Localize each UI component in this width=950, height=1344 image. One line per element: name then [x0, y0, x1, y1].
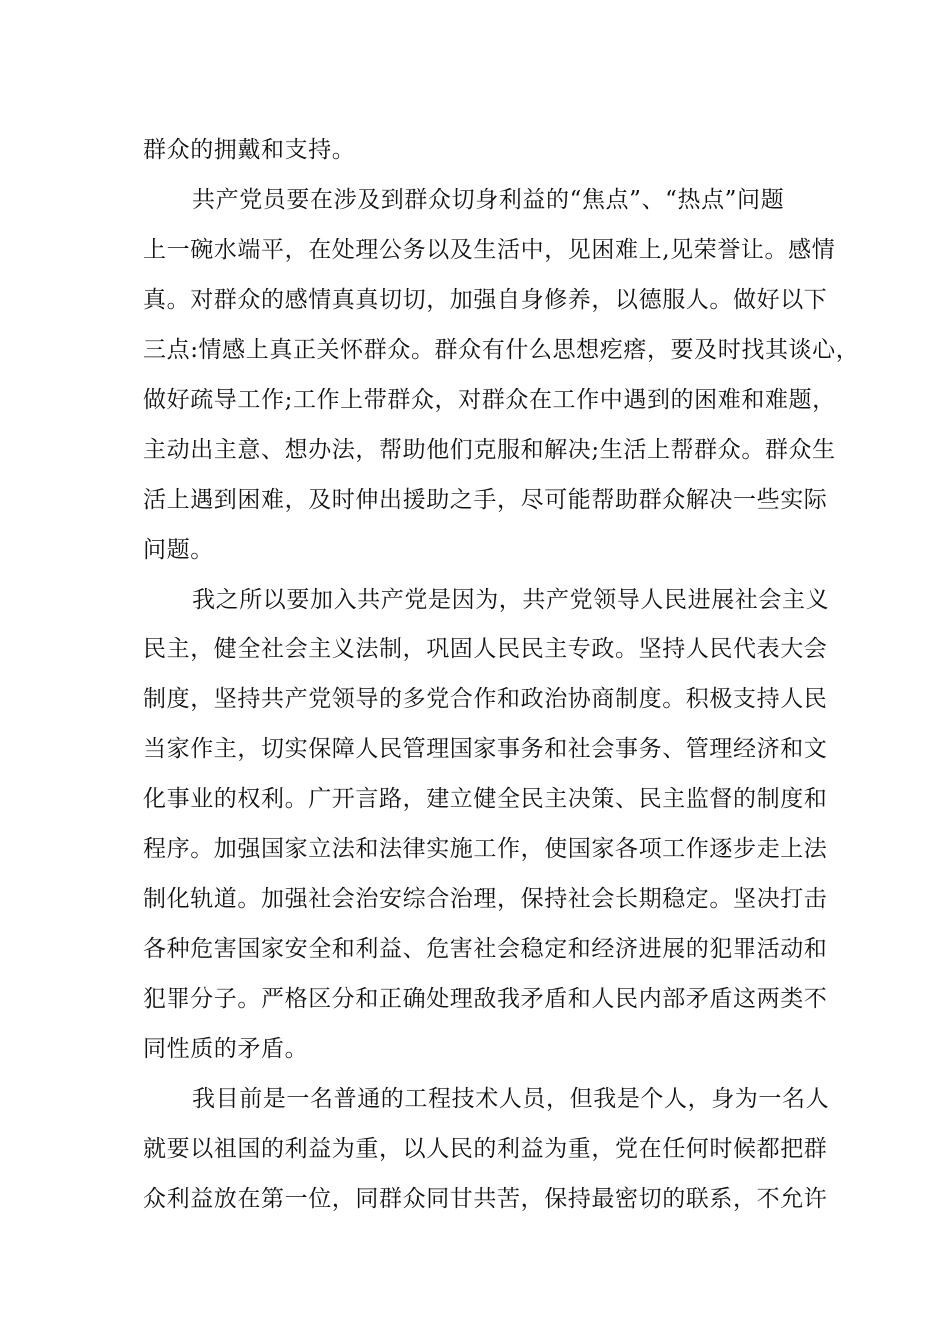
text-line: 主动出主意、想办法，帮助他们克服和解决;生活上帮群众。群众生	[143, 437, 836, 463]
text-line: 上一碗水端平，在处理公务以及生活中，见困难上,见荣誉让。感情	[143, 237, 836, 263]
text-line: 同性质的矛盾。	[143, 1036, 309, 1062]
text-line: 我目前是一名普通的工程技术人员，但我是个人，身为一名人	[192, 1086, 830, 1112]
text-line: 共产党员要在涉及到群众切身利益的“焦点”、“热点”问题	[192, 187, 785, 213]
text-line: 制度，坚持共产党领导的多党合作和政治协商制度。积极支持人民	[143, 686, 828, 712]
text-line: 民主，健全社会主义法制，巩固人民民主专政。坚持人民代表大会	[143, 636, 828, 662]
text-line: 犯罪分子。严格区分和正确处理敌我矛盾和人民内部矛盾这两类不	[143, 986, 828, 1012]
text-line: 各种危害国家安全和利益、危害社会稳定和经济进展的犯罪活动和	[143, 936, 828, 962]
text-line: 制化轨道。加强社会治安综合治理，保持社会长期稳定。坚决打击	[143, 886, 828, 912]
text-line: 程序。加强国家立法和法律实施工作，使国家各项工作逐步走上法	[143, 836, 828, 862]
text-line: 活上遇到困难，及时伸出援助之手，尽可能帮助群众解决一些实际	[143, 487, 828, 513]
text-line: 众利益放在第一位，同群众同甘共苦，保持最密切的联系，不允许	[143, 1186, 828, 1212]
text-line: 真。对群众的感情真真切切，加强自身修养，以德服人。做好以下	[143, 287, 828, 313]
text-line: 我之所以要加入共产党是因为，共产党领导人民进展社会主义	[192, 587, 830, 613]
text-line: 群众的拥戴和支持。	[143, 137, 356, 163]
text-line: 问题。	[143, 537, 214, 563]
text-line: 当家作主，切实保障人民管理国家事务和社会事务、管理经济和文	[143, 736, 828, 762]
text-line: 做好疏导工作;工作上带群众，对群众在工作中遇到的困难和难题，	[143, 387, 836, 413]
text-line: 三点:情感上真正关怀群众。群众有什么思想疙瘩，要及时找其谈心，	[143, 337, 860, 363]
text-line: 化事业的权利。广开言路，建立健全民主决策、民主监督的制度和	[143, 786, 828, 812]
text-line: 就要以祖国的利益为重，以人民的利益为重，党在任何时候都把群	[143, 1136, 828, 1162]
